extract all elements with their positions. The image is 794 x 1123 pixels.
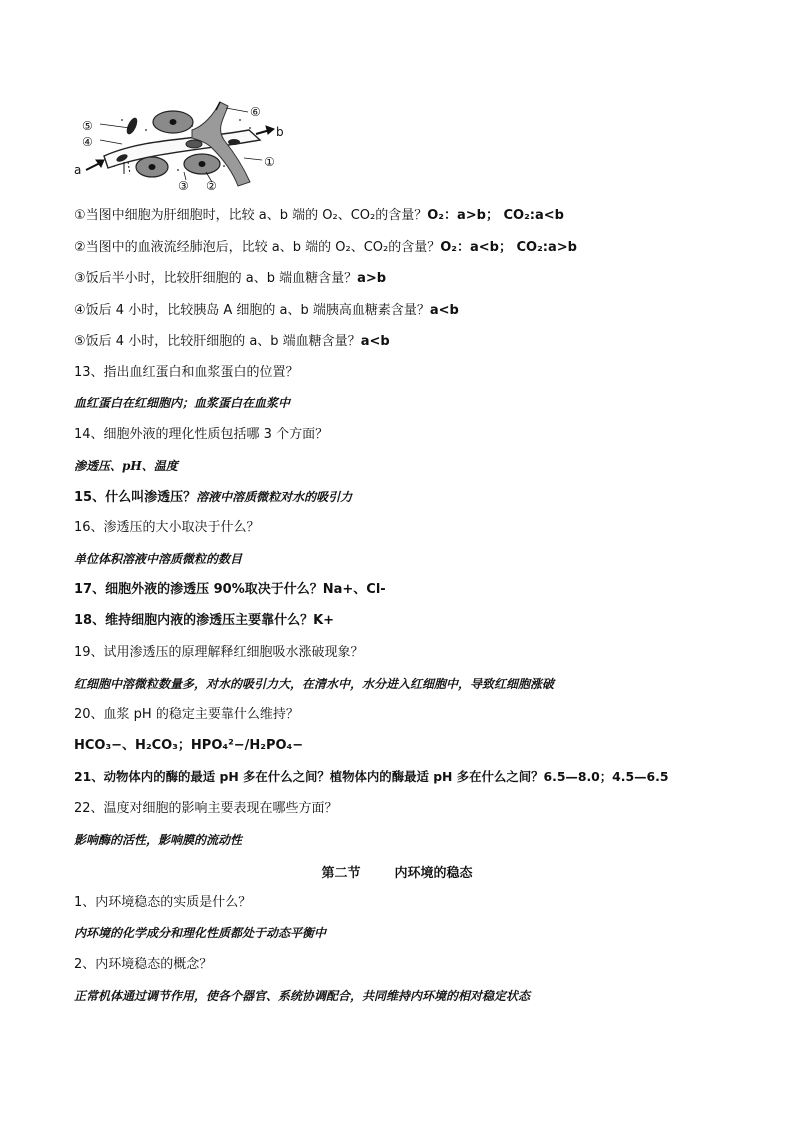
question-text: 22、温度对细胞的影响主要表现在哪些方面？ <box>74 801 338 816</box>
question-line <box>74 270 386 288</box>
label-5: ⑤ <box>82 119 93 133</box>
answer-line: 红细胞中溶微粒数量多，对水的吸引力大，在清水中，水分进入红细胞中，导致红细胞涨破 <box>74 677 555 691</box>
question-line <box>74 612 334 630</box>
question-line <box>74 519 260 537</box>
answer-text: Na+、Cl- <box>322 582 386 597</box>
answer-line: 血红蛋白在红细胞内；血浆蛋白在血浆中 <box>74 396 291 410</box>
question-line <box>74 364 299 382</box>
question-text: 18、维持细胞内液的渗透压主要靠什么？ <box>74 613 314 628</box>
answer-line: 内环境的化学成分和理化性质都处于动态平衡中 <box>74 926 327 940</box>
label-b: b <box>276 125 284 139</box>
question-text: ③饭后半小时，比较肝细胞的 a、b 端血糖含量？ <box>74 271 358 286</box>
answer-text: 6.5—8.0；4.5—6.5 <box>543 769 669 784</box>
question-text: 19、试用渗透压的原理解释红细胞吸水涨破现象？ <box>74 645 364 660</box>
label-a: a <box>74 163 82 177</box>
answer-text: a<b <box>360 334 390 349</box>
question-text: 16、渗透压的大小取决于什么？ <box>74 520 260 535</box>
question-line <box>74 426 328 444</box>
answer-text: O₂：a<b； CO₂:a>b <box>440 240 577 255</box>
answer-line: 正常机体通过调节作用，使各个器官、系统协调配合，共同维持内环境的相对稳定状态 <box>74 989 531 1003</box>
answer-line: 单位体积溶液中溶质微粒的数目 <box>74 552 243 566</box>
question-line <box>74 706 299 724</box>
section-title: 内环境的稳态 <box>394 866 473 881</box>
answer-line: HCO₃−、H₂CO₃；HPO₄²−/H₂PO₄− <box>74 738 304 753</box>
question-text: 15、什么叫渗透压？ <box>74 490 197 505</box>
question-line <box>74 302 459 320</box>
answer-text: O₂：a>b； CO₂:a<b <box>427 208 564 223</box>
question-text: 20、血浆 pH 的稳定主要靠什么维持？ <box>74 707 299 722</box>
answer-text: K+ <box>313 613 335 628</box>
label-2: ② <box>206 179 217 192</box>
label-4: ④ <box>82 135 93 149</box>
question-text: ②当图中的血液流经肺泡后，比较 a、b 端的 O₂、CO₂的含量？ <box>74 240 441 255</box>
question-line <box>74 768 668 786</box>
question-line <box>74 581 386 599</box>
question-line <box>74 800 338 818</box>
answer-text: a<b <box>429 303 459 318</box>
question-text: ⑤饭后 4 小时，比较肝细胞的 a、b 端血糖含量？ <box>74 334 361 349</box>
section-heading <box>0 862 794 881</box>
answer-line: 影响酶的活性，影响膜的流动性 <box>74 833 243 847</box>
question-line <box>74 239 577 257</box>
question-line <box>74 894 251 912</box>
question-line <box>74 333 390 351</box>
question-text: 1、内环境稳态的实质是什么？ <box>74 895 252 910</box>
question-line <box>74 488 352 507</box>
question-text: 17、细胞外液的渗透压 90%取决于什么？ <box>74 582 323 597</box>
answer-text: a>b <box>357 271 387 286</box>
question-text: ①当图中细胞为肝细胞时，比较 a、b 端的 O₂、CO₂的含量？ <box>74 208 428 223</box>
question-text: 21、动物体内的酶的最适 pH 多在什么之间？植物体内的酶最适 pH 多在什么之间？ <box>74 769 544 784</box>
answer-line: 渗透压、pH、温度 <box>74 459 178 473</box>
section-number: 第二节 <box>321 866 361 881</box>
question-line <box>74 956 212 974</box>
question-text: 14、细胞外液的理化性质包括哪 3 个方面？ <box>74 427 329 442</box>
question-line <box>74 644 364 662</box>
label-3: ③ <box>178 179 189 192</box>
answer-text: 溶液中溶质微粒对水的吸引力 <box>196 490 353 504</box>
question-text: ④饭后 4 小时，比较胰岛 A 细胞的 a、b 端胰高血糖素含量？ <box>74 303 430 318</box>
label-1: ① <box>264 155 275 169</box>
question-text: 2、内环境稳态的概念？ <box>74 957 213 972</box>
tissue-diagram <box>74 100 304 192</box>
label-6: ⑥ <box>250 105 261 119</box>
question-line <box>74 207 564 225</box>
question-text: 13、指出血红蛋白和血浆蛋白的位置？ <box>74 365 299 380</box>
